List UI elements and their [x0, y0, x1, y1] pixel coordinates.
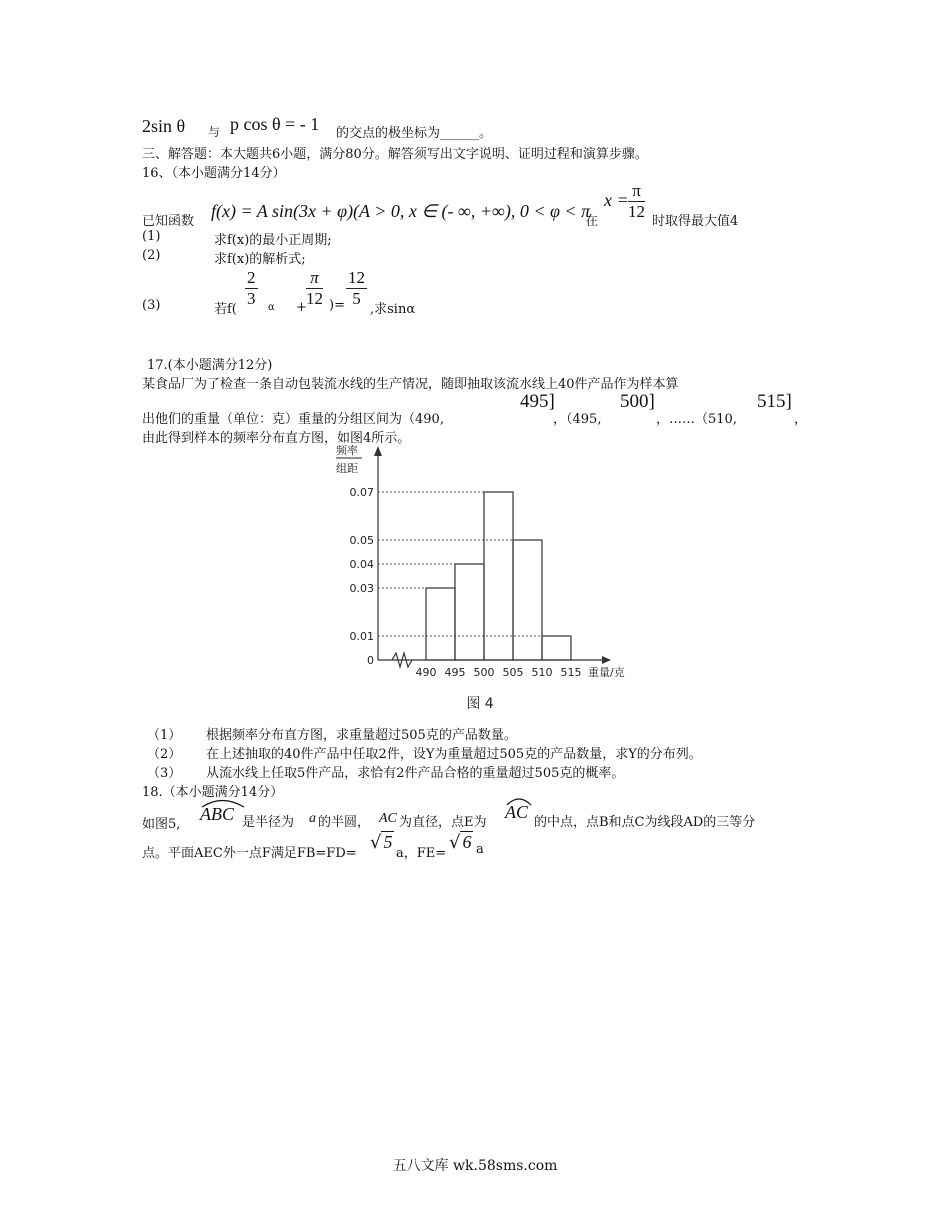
footer-watermark: 五八文库 wk.58sms.com [392, 1158, 558, 1174]
section-heading: 三、解答题：本大题共6小题，满分80分。解答须写出文字说明、证明过程和演算步骤。 [142, 147, 648, 162]
q16-fraction-12-5 [346, 268, 367, 309]
q18-heading: 18.（本小题满分14分） [142, 785, 284, 800]
q17-line-2: 出他们的重量（单位：克）重量的分组区间为（490, [142, 412, 444, 427]
q17-line-1: 某食品厂为了检查一条自动包装流水线的生产情况，随即抽取该流水线上40件产品作为样本算 [142, 377, 679, 392]
y-axis-arrow-icon [374, 446, 382, 456]
q16-x-eq: x = [604, 190, 629, 210]
q16-item-2-num: (2) [142, 248, 161, 263]
q16-tail: 时取得最大值4 [652, 214, 739, 229]
q18-line-2-b: a，FE= [396, 846, 447, 861]
arc-mark-icon [505, 796, 535, 806]
x-tick-label: 490 [415, 666, 437, 679]
interval-bound-value: 495 [520, 391, 549, 412]
arc-abc [200, 804, 234, 825]
q17-heading: 17.(本小题满分12分) [147, 358, 273, 373]
arc-ac [505, 802, 528, 823]
q18-line-2-end: a [476, 842, 484, 857]
histogram-bar [513, 540, 542, 660]
x-tick-label: 495 [444, 666, 466, 679]
q16-function: f(x) = A sin(3x + φ)(A > 0, x ∈ (- ∞, +∞), 0 < φ < π [211, 201, 591, 221]
q16-item-1-num: (1) [142, 229, 161, 244]
q16-fraction-pi-12 [306, 268, 323, 309]
arc-abc-label: ABC [200, 804, 234, 824]
fraction-denominator: 3 [247, 289, 256, 308]
q16-item-3-end: ,求sinα [370, 302, 416, 317]
y-tick-label: 0.05 [349, 534, 374, 547]
fraction-numerator: π [628, 181, 645, 202]
arc-ac-label: AC [505, 802, 529, 822]
histogram-bar [542, 636, 571, 660]
radius-a: a [309, 811, 316, 826]
x-tick-label: 510 [531, 666, 553, 679]
q16-x-fraction [628, 181, 645, 222]
q16-heading: 16、（本小题满分14分） [142, 166, 286, 181]
y-tick-label: 0.01 [349, 630, 374, 643]
q15-blank-text: 的交点的极坐标为______。 [336, 126, 493, 141]
fraction-denominator: 12 [306, 289, 323, 308]
fraction-numerator: π [306, 268, 323, 289]
histogram-bar [426, 588, 455, 660]
q16-fraction-two-thirds [245, 268, 258, 309]
q16-lead: 已知函数 [142, 214, 195, 229]
interval-end: ， [794, 412, 808, 427]
polar-expr-left: 2sin θ [142, 116, 186, 136]
radical-sign: √ [370, 832, 382, 853]
q18-line-1-b: 是半径为 [242, 815, 295, 830]
equals-sign: )= [329, 298, 345, 313]
histogram-bar [455, 564, 484, 660]
q18-line-1-d: 为直径，点E为 [399, 815, 487, 830]
q16-item-1-text: 求f(x)的最小正周期; [214, 233, 332, 248]
radicand: 6 [462, 832, 472, 852]
y-axis-label-top: 频率 [336, 444, 358, 457]
x-axis-arrow-icon [602, 656, 611, 664]
x-axis-label: 重量/克 [588, 666, 625, 679]
q17-item-1-text: 根据频率分布直方图，求重量超过505克的产品数量。 [206, 728, 517, 743]
interval-bound-value: 500 [620, 391, 649, 412]
and-word: 与 [208, 125, 221, 139]
y-axis-label-bottom: 组距 [336, 462, 358, 475]
q16-item-3-text: 若f( [214, 302, 237, 317]
origin-label: 0 [367, 654, 374, 667]
sqrt-6 [449, 832, 473, 853]
interval-bound-value: 515 [757, 391, 786, 412]
interval-bound-1: 495] [520, 391, 555, 412]
q17-item-2-num: （2） [147, 747, 182, 762]
fraction-denominator: 5 [352, 289, 361, 308]
y-tick-label: 0.03 [349, 582, 374, 595]
interval-bound-3: 515] [757, 391, 792, 412]
q16-item-2-text: 求f(x)的解析式; [214, 252, 306, 267]
sqrt-5 [370, 832, 394, 853]
x-tick-label: 500 [473, 666, 495, 679]
q16-at: 在 [585, 214, 599, 229]
q18-line-1-start: 如图5, [142, 817, 181, 832]
polar-expr-right: p cos θ = - 1 [230, 114, 320, 134]
figure-caption: 图 4 [466, 696, 494, 712]
radical-sign: √ [449, 832, 461, 853]
alpha-symbol: α [268, 302, 275, 313]
q18-line-1-c: 的半圆， [318, 815, 371, 830]
fraction-numerator: 2 [247, 268, 256, 287]
q18-line-2-start: 点。平面AEC外一点F满足FB=FD= [142, 846, 357, 861]
plus-sign: + [296, 300, 307, 315]
x-tick-label: 505 [502, 666, 524, 679]
q17-item-1-num: （1） [147, 728, 182, 743]
x-tick-label: 515 [560, 666, 582, 679]
q17-item-2-text: 在上述抽取的40件产品中任取2件，设Y为重量超过505克的产品数量，求Y的分布列。 [206, 747, 702, 762]
fraction-denominator: 12 [628, 202, 645, 221]
frequency-histogram [330, 442, 650, 720]
y-tick-label: 0.04 [349, 558, 374, 571]
radicand: 5 [383, 832, 393, 852]
histogram-bar [484, 492, 513, 660]
q17-item-3-text: 从流水线上任取5件产品，求恰有2件产品合格的重量超过505克的概率。 [206, 766, 625, 781]
q18-line-1-e: 的中点，点B和点C为线段AD的三等分 [534, 815, 756, 830]
q17-item-3-num: （3） [147, 766, 182, 781]
y-tick-label: 0.07 [349, 486, 374, 499]
q17-line-3: 由此得到样本的频率分布直方图，如图4所示。 [142, 431, 411, 446]
interval-sep-1: ，（495, [553, 412, 602, 427]
q16-item-3-num: (3) [142, 298, 161, 313]
interval-sep-2: ，……（510, [656, 412, 737, 427]
fraction-numerator: 12 [348, 268, 365, 287]
arc-mark-icon [200, 798, 250, 808]
interval-bound-2: 500] [620, 391, 655, 412]
segment-ac: AC [379, 811, 397, 826]
